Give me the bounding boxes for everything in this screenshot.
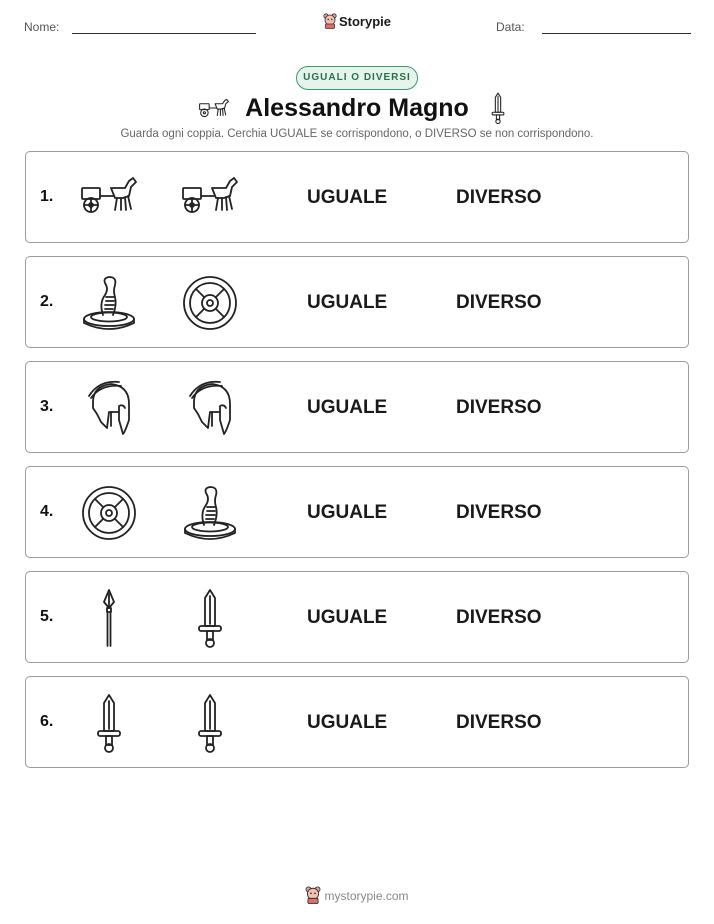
instructions: Guarda ogni coppia. Cerchia UGUALE se corrispondono, o DIVERSO se non corrispondono. <box>120 128 594 140</box>
date-label: Data: <box>496 20 525 34</box>
date-line[interactable] <box>542 33 691 34</box>
page-title: Alessandro Magno <box>245 94 469 122</box>
cobra-icon <box>79 273 139 333</box>
sword-icon <box>180 693 240 753</box>
row-number: 5. <box>40 608 54 625</box>
activity-badge: UGUALI O DIVERSI <box>296 66 418 90</box>
exercise-row <box>25 361 689 453</box>
bear-logo-icon <box>323 13 337 29</box>
row-number: 6. <box>40 713 54 730</box>
shield-icon <box>180 273 240 333</box>
exercise-row <box>25 256 689 348</box>
bear-logo-icon <box>305 886 321 904</box>
brand-name: Storypie <box>338 14 391 29</box>
shield-icon <box>79 483 139 543</box>
exercise-row <box>25 151 689 243</box>
option-different[interactable]: DIVERSO <box>456 397 542 418</box>
row-number: 4. <box>40 503 54 520</box>
option-same[interactable]: UGUALE <box>307 187 388 208</box>
date-field <box>496 20 525 34</box>
exercise-row <box>25 676 689 768</box>
option-same[interactable]: UGUALE <box>307 712 388 733</box>
footer <box>0 886 714 904</box>
option-different[interactable]: DIVERSO <box>456 502 542 523</box>
option-different[interactable]: DIVERSO <box>456 712 542 733</box>
row-number: 3. <box>40 398 54 415</box>
chariot-icon <box>180 168 240 228</box>
name-line[interactable] <box>72 33 256 34</box>
sword-icon <box>490 92 506 124</box>
row-number: 2. <box>40 293 54 310</box>
chariot-icon <box>198 96 230 120</box>
exercise-row <box>25 571 689 663</box>
footer-url: mystorypie.com <box>324 889 409 903</box>
helmet-icon <box>180 378 240 438</box>
option-same[interactable]: UGUALE <box>307 502 388 523</box>
sword-icon <box>180 588 240 648</box>
sword-icon <box>79 693 139 753</box>
exercise-row <box>25 466 689 558</box>
name-label: Nome: <box>24 20 60 34</box>
option-different[interactable]: DIVERSO <box>456 607 542 628</box>
chariot-icon <box>79 168 139 228</box>
spear-icon <box>79 588 139 648</box>
title-row <box>0 92 714 126</box>
helmet-icon <box>79 378 139 438</box>
option-different[interactable]: DIVERSO <box>456 292 542 313</box>
option-same[interactable]: UGUALE <box>307 292 388 313</box>
option-same[interactable]: UGUALE <box>307 397 388 418</box>
option-same[interactable]: UGUALE <box>307 607 388 628</box>
cobra-icon <box>180 483 240 543</box>
row-number: 1. <box>40 188 54 205</box>
brand-logo <box>0 13 714 29</box>
option-different[interactable]: DIVERSO <box>456 187 542 208</box>
